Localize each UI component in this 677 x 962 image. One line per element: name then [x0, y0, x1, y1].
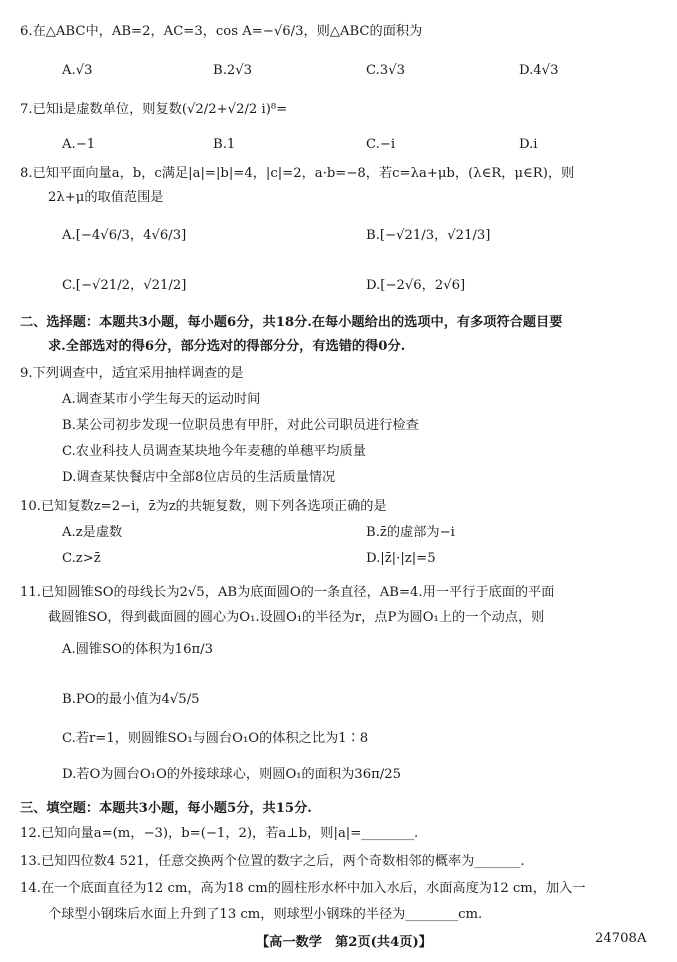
- q7-option-b: B.1: [213, 137, 236, 152]
- q13-stem: 13.已知四位数4 521，任意交换两个位置的数字之后，两个奇数相邻的概率为_______.: [20, 854, 525, 869]
- q8-stem-line1: 8.已知平面向量a，b，c满足|a|=|b|=4，|c|=2，a·b=−8，若c=λa+μb，(λ∈R，μ∈R)，则: [20, 166, 575, 181]
- q8-option-a: A.[−4√6/3，4√6/3]: [62, 228, 187, 243]
- q9-option-b: B.某公司初步发现一位职员患有甲肝，对此公司职员进行检查: [62, 418, 419, 433]
- q9-option-c: C.农业科技人员调查某块地今年麦穗的单穗平均质量: [62, 444, 366, 459]
- q12-stem: 12.已知向量a=(m，−3)，b=(−1，2)，若a⊥b，则|a|=________.: [20, 826, 419, 841]
- section3-heading: 三、填空题：本题共3小题，每小题5分，共15分.: [20, 801, 312, 816]
- q9-option-a: A.调查某市小学生每天的运动时间: [62, 392, 261, 407]
- section2-heading-line1: 二、选择题：本题共3小题，每小题6分，共18分.在每小题给出的选项中，有多项符合题目要: [20, 315, 563, 330]
- q6-option-c: C.3√3: [366, 63, 405, 78]
- q6-option-d: D.4√3: [519, 63, 559, 78]
- q10-option-b: B.z̄的虚部为−i: [366, 525, 455, 540]
- q7-option-d: D.i: [519, 137, 538, 152]
- q10-option-d: D.|z̄|·|z|=5: [366, 551, 436, 566]
- q11-option-b: B.PO的最小值为4√5/5: [62, 692, 200, 707]
- section2-heading-line2: 求.全部选对的得6分，部分选对的得部分分，有选错的得0分.: [48, 339, 406, 354]
- q7-stem: 7.已知i是虚数单位，则复数(√2/2+√2/2 i)⁸=: [20, 102, 288, 117]
- q8-option-b: B.[−√21/3，√21/3]: [366, 228, 491, 243]
- q9-stem: 9.下列调查中，适宜采用抽样调查的是: [20, 366, 244, 381]
- q11-stem-line2: 截圆锥SO，得到截面圆的圆心为O₁.设圆O₁的半径为r，点P为圆O₁上的一个动点，则: [48, 610, 545, 625]
- q7-option-c: C.−i: [366, 137, 396, 152]
- q7-option-a: A.−1: [62, 137, 96, 152]
- q10-option-a: A.z是虚数: [62, 525, 123, 540]
- q14-stem-line1: 14.在一个底面直径为12 cm，高为18 cm的圆柱形水杯中加入水后，水面高度为12 cm，加入一: [20, 881, 586, 896]
- q11-option-d: D.若O为圆台O₁O的外接球球心，则圆O₁的面积为36π/25: [62, 767, 401, 782]
- q11-option-a: A.圆锥SO的体积为16π/3: [62, 642, 213, 657]
- page-footer: 【高一数学 第2页(共4页)】: [256, 935, 432, 950]
- q10-option-c: C.z>z̄: [62, 551, 101, 566]
- q11-stem-line1: 11.已知圆锥SO的母线长为2√5，AB为底面圆O的一条直径，AB=4.用一平行于底面的平面: [20, 585, 555, 600]
- q6-option-b: B.2√3: [213, 63, 253, 78]
- q9-option-d: D.调查某快餐店中全部8位店员的生活质量情况: [62, 470, 336, 485]
- q6-option-a: A.√3: [62, 63, 93, 78]
- exam-code: 24708A: [595, 931, 647, 946]
- q8-option-d: D.[−2√6，2√6]: [366, 278, 466, 293]
- q10-stem: 10.已知复数z=2−i，z̄为z的共轭复数，则下列各选项正确的是: [20, 499, 387, 514]
- q6-stem: 6.在△ABC中，AB=2，AC=3，cos A=−√6/3，则△ABC的面积为: [20, 24, 423, 39]
- q14-stem-line2: 个球型小钢珠后水面上升到了13 cm，则球型小钢珠的半径为________cm.: [48, 907, 483, 922]
- q8-stem-line2: 2λ+μ的取值范围是: [48, 190, 164, 205]
- q11-option-c: C.若r=1，则圆锥SO₁与圆台O₁O的体积之比为1∶8: [62, 731, 369, 746]
- q8-option-c: C.[−√21/2，√21/2]: [62, 278, 187, 293]
